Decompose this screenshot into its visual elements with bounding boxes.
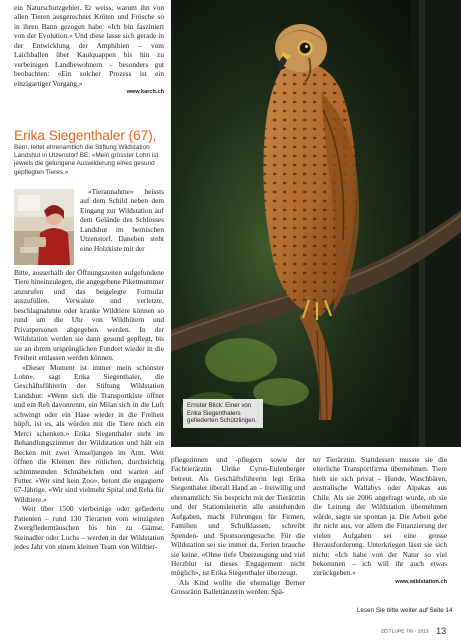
right-column [313, 455, 447, 587]
magazine-issue: ZEITLUPE 7/8 · 2013 [381, 628, 429, 634]
wrap-paragraph: «Tierannahme» heissts auf dem Schild neben dem Eingang zur Wildstation auf dem Gelände des Schlosses Landshut im bernischen Utzenstorf. Daneben steht eine Holzkiste mit der [80, 187, 164, 253]
left-column-wrap [80, 187, 164, 253]
photo-caption: Ernster Blick: Einer von Erika Siegenthalers gefiederten Schützlingen. [183, 399, 263, 428]
kestrel-photo [171, 0, 461, 447]
intro-paragraph: ein Naturschutzgebiet. Er weiss, warum ihn von allen Tieren ausgerechnet Kröten und Frösche so in ihren Bann gezogen habe: «Ich bin fasziniert von der Evolution.» Und diese lasse sich gerade in der Entwicklung der Amphibien – vom Laichballen über Kaulquappen bis hin zu verbeinigen Landbewohnern – besonders gut beobachten: «Ein solcher Prozess ist ein einzigartiger Vorgang.» [14, 3, 164, 88]
profile-name: Erika Siegenthaler (67), [14, 127, 157, 143]
continue-reading-note: Lesen Sie bitte weiter auf Seite 14 [357, 607, 453, 614]
right-paragraph: ter Tierärztin. Stattdessen musste sie die elterliche Transportfirma übernehmen. Tiere hielt sie sich privat – Hunde, Waschbären, australische Wallabys oder Alpakas aus Chile. Als sie 2006 angefragt wurde, ob sie die Leitung der Wildstation übernehmen würde, sagte sie spontan ja. Die Arbeit gebe ihr nicht aus, vor allem die Finanzierung der vielen Aufgaben sei eine grosse Herausforderung. Unterkriegen lässt sie sich nicht: «Ich habe von der Natur so viel bekommen – ich will ihr auch etwas zurückgeben.» [313, 455, 447, 578]
left-column-intro [14, 3, 164, 98]
middle-paragraph-2: Als Kind wollte die ehemalige Berner Grossrätin Ballettänzerin werden. Spä- [171, 577, 305, 597]
middle-column [171, 455, 305, 597]
profile-subline: Bern, leitet ehrenamtlich die Stiftung Wildstation Landshut in Utzenstorf BE: «Mein grösster Lohn ist jeweils die gelungene Auswilderung eines gesund gepflegten Tieres.» [14, 144, 159, 176]
left-column-body [14, 268, 164, 552]
middle-paragraph-1: pflegerinnen und -pflegern sowie der Fachtierärztin Ulrike Cyrus-Eulenberger betreut. Als Geschäftsführerin legt Erika Siegenthaler überall Hand an – freiwillig und ehrenamtlich: Sie bespricht mit der Tierärztin und der Stationsleiterin alle anstehenden Aufgaben, macht Führungen für Firmen, Familien und Schulklassen, schreibt Spenden- und Sponsorengesuche. Für die Wildstation sei sie immer da, Ferien brauche sie keine. «Ohne tiefe Überzeugung und viel Herzblut ist dieses Engagement nicht möglich», ist Erika Siegenthaler überzeugt. [171, 455, 305, 578]
body-paragraph-1: Bitte, ausserhalb der Öffnungszeiten aufgefundene Tiere hineinzulegen, die angegebene Pikettnummer anzurufen und das beigelegte Formular auszufüllen. Verwaiste und verletzte, beschlagnahmte oder kranke Wildtiere können so rund um die Uhr von Wildhütern und Privatpersonen abgegeben werden. In der Wildstation werden sie dann gesund gepflegt, bis sie an ihrem ursprünglichen Fundort wieder in die Freiheit entlassen werden können. [14, 268, 164, 363]
page-number: 13 [436, 625, 447, 636]
portrait-photo [14, 189, 74, 265]
wildstation-url[interactable]: www.wildstation.ch [395, 578, 447, 585]
body-paragraph-3: Weit über 1500 vierbeinige oder gefiederte Patienten – rund 130 Tierarten vom winzigsten Zwergfledermäuschen bis hin zu Gämse, Steinadler oder Luchs – werden in der Wildstation jedes Jahr von einem kleinen Team von Wildtier- [14, 504, 164, 552]
profile-heading [14, 127, 164, 177]
karch-url[interactable]: www.karch.ch [126, 89, 164, 96]
body-paragraph-2: «Dieser Moment ist immer mein schönster Lohn», sagt Erika Siegenthaler, die Geschäftsführerin der Stiftung Wildstation Landshut: «Wenn sich die Transportkiste öffnet und ein Reh davonrennt, ein Milan sich in die Luft schwingt oder ein Hase wieder in die Freiheit hüpft, ist es, als würden mir die Tiere noch ein Merci schenken.» Erika Siegenthaler steht im Behandlungszimmer der Wildstation und hält ein Becken mit zwei Amseljungen im Arm. Weit öffnen die Kleinen ihre rötlichen, durchsichtig schimmernden Schnäbelchen und warten auf Futter. «Wir sind kein Zoo», betont die engagierte 67-Jährige. «Wir sind vielmehr Spital und Reha für Wildtiere.» [14, 362, 164, 504]
page-footer [381, 622, 446, 640]
